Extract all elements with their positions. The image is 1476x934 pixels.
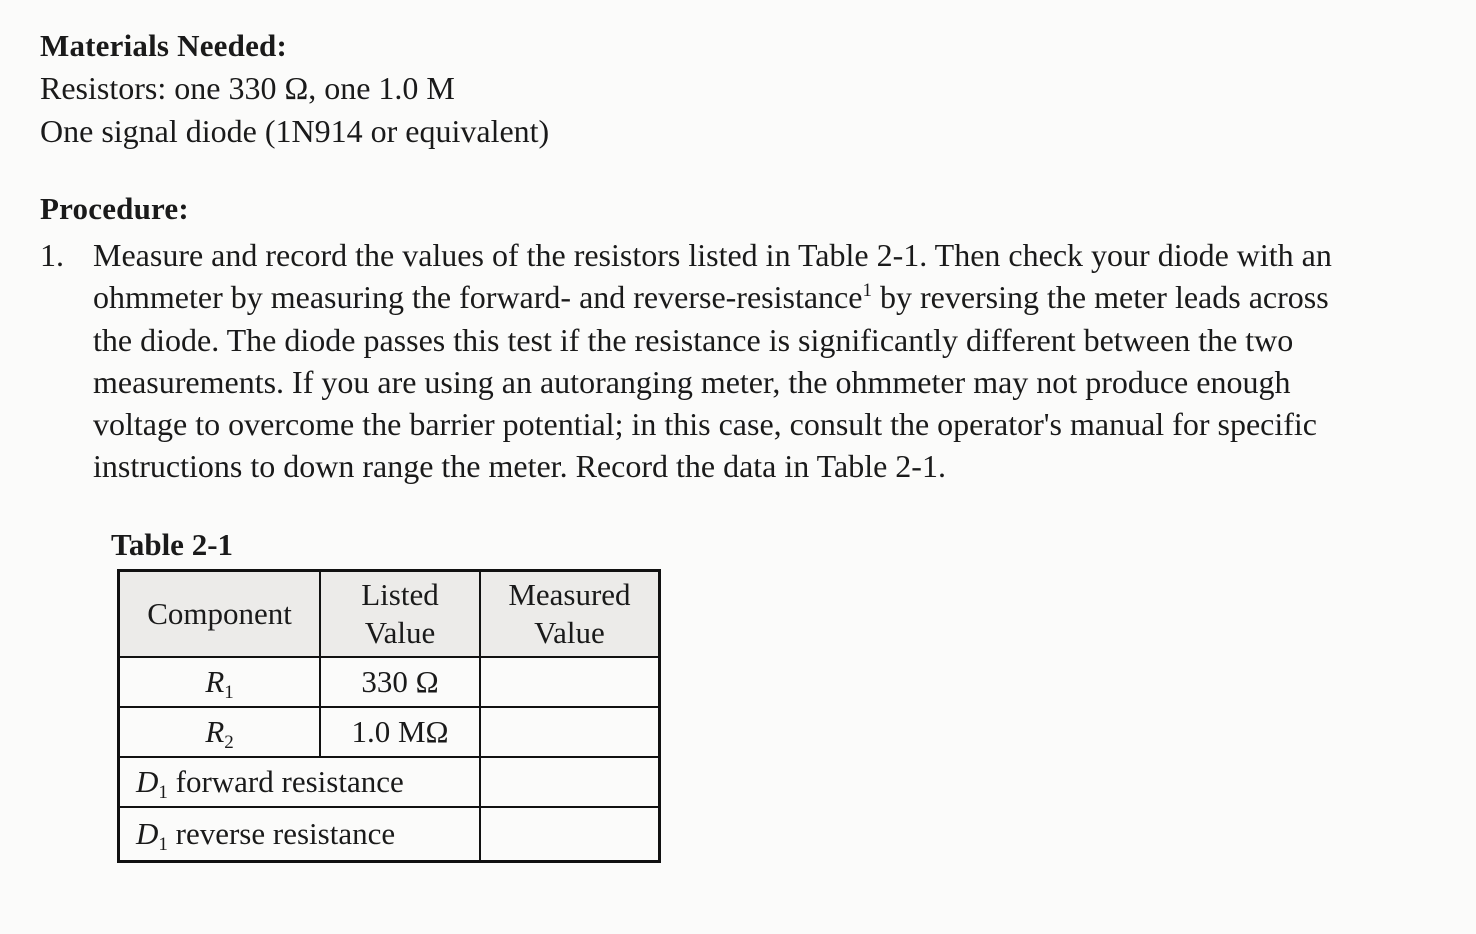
measured-value-cell[interactable] <box>480 657 660 707</box>
listed-value-cell: 1.0 MΩ <box>320 707 480 757</box>
component-cell: $R_1$ <box>119 657 321 707</box>
table-row <box>119 657 660 707</box>
step-number: 1. <box>40 237 64 273</box>
step-1-line <box>93 276 1443 318</box>
step-1-line: the diode. The diode passes this test if the resistance is significantly different between the two <box>93 321 1294 358</box>
table-row <box>119 757 660 807</box>
footnote-mark: 1 <box>862 280 872 302</box>
procedure-heading: Procedure: <box>40 191 189 226</box>
listed-value-cell: 330 Ω <box>320 657 480 707</box>
step-1-line-tail: by reversing the meter leads across <box>871 279 1329 316</box>
step-1-line: voltage to overcome the barrier potential; in this case, consult the operator's manual for specific <box>93 406 1317 443</box>
table-header-row <box>119 571 660 658</box>
table-row <box>119 707 660 757</box>
measured-value-cell[interactable] <box>480 707 660 757</box>
component-cell: $D_1$ reverse resistance <box>119 807 480 862</box>
component-cell: $D_1$ forward resistance <box>119 757 480 807</box>
component-table <box>117 569 661 863</box>
step-1-line-text: ohmmeter by measuring the forward- and reverse-resistance <box>93 279 863 316</box>
header-measured-value: Measured Value <box>480 571 660 658</box>
header-component: Component <box>119 571 321 658</box>
table-row <box>119 807 660 862</box>
measured-value-cell[interactable] <box>480 807 660 862</box>
diode-line: One signal diode (1N914 or equivalent) <box>40 113 550 149</box>
step-1-line: instructions to down range the meter. Record the data in Table 2-1. <box>93 448 946 485</box>
step-1-line: Measure and record the values of the resistors listed in Table 2-1. Then check your diode with an <box>93 237 1332 273</box>
step-1-line: measurements. If you are using an autoranging meter, the ohmmeter may not produce enough <box>93 363 1291 400</box>
component-cell: $R_2$ <box>119 707 321 757</box>
table-caption: Table 2-1 <box>111 527 234 562</box>
measured-value-cell[interactable] <box>480 757 660 807</box>
materials-heading: Materials Needed: <box>40 28 288 63</box>
step-1-paragraph <box>93 234 1443 488</box>
resistors-line: Resistors: one 330 Ω, one 1.0 M <box>40 70 455 106</box>
header-listed-value: Listed Value <box>320 571 480 658</box>
